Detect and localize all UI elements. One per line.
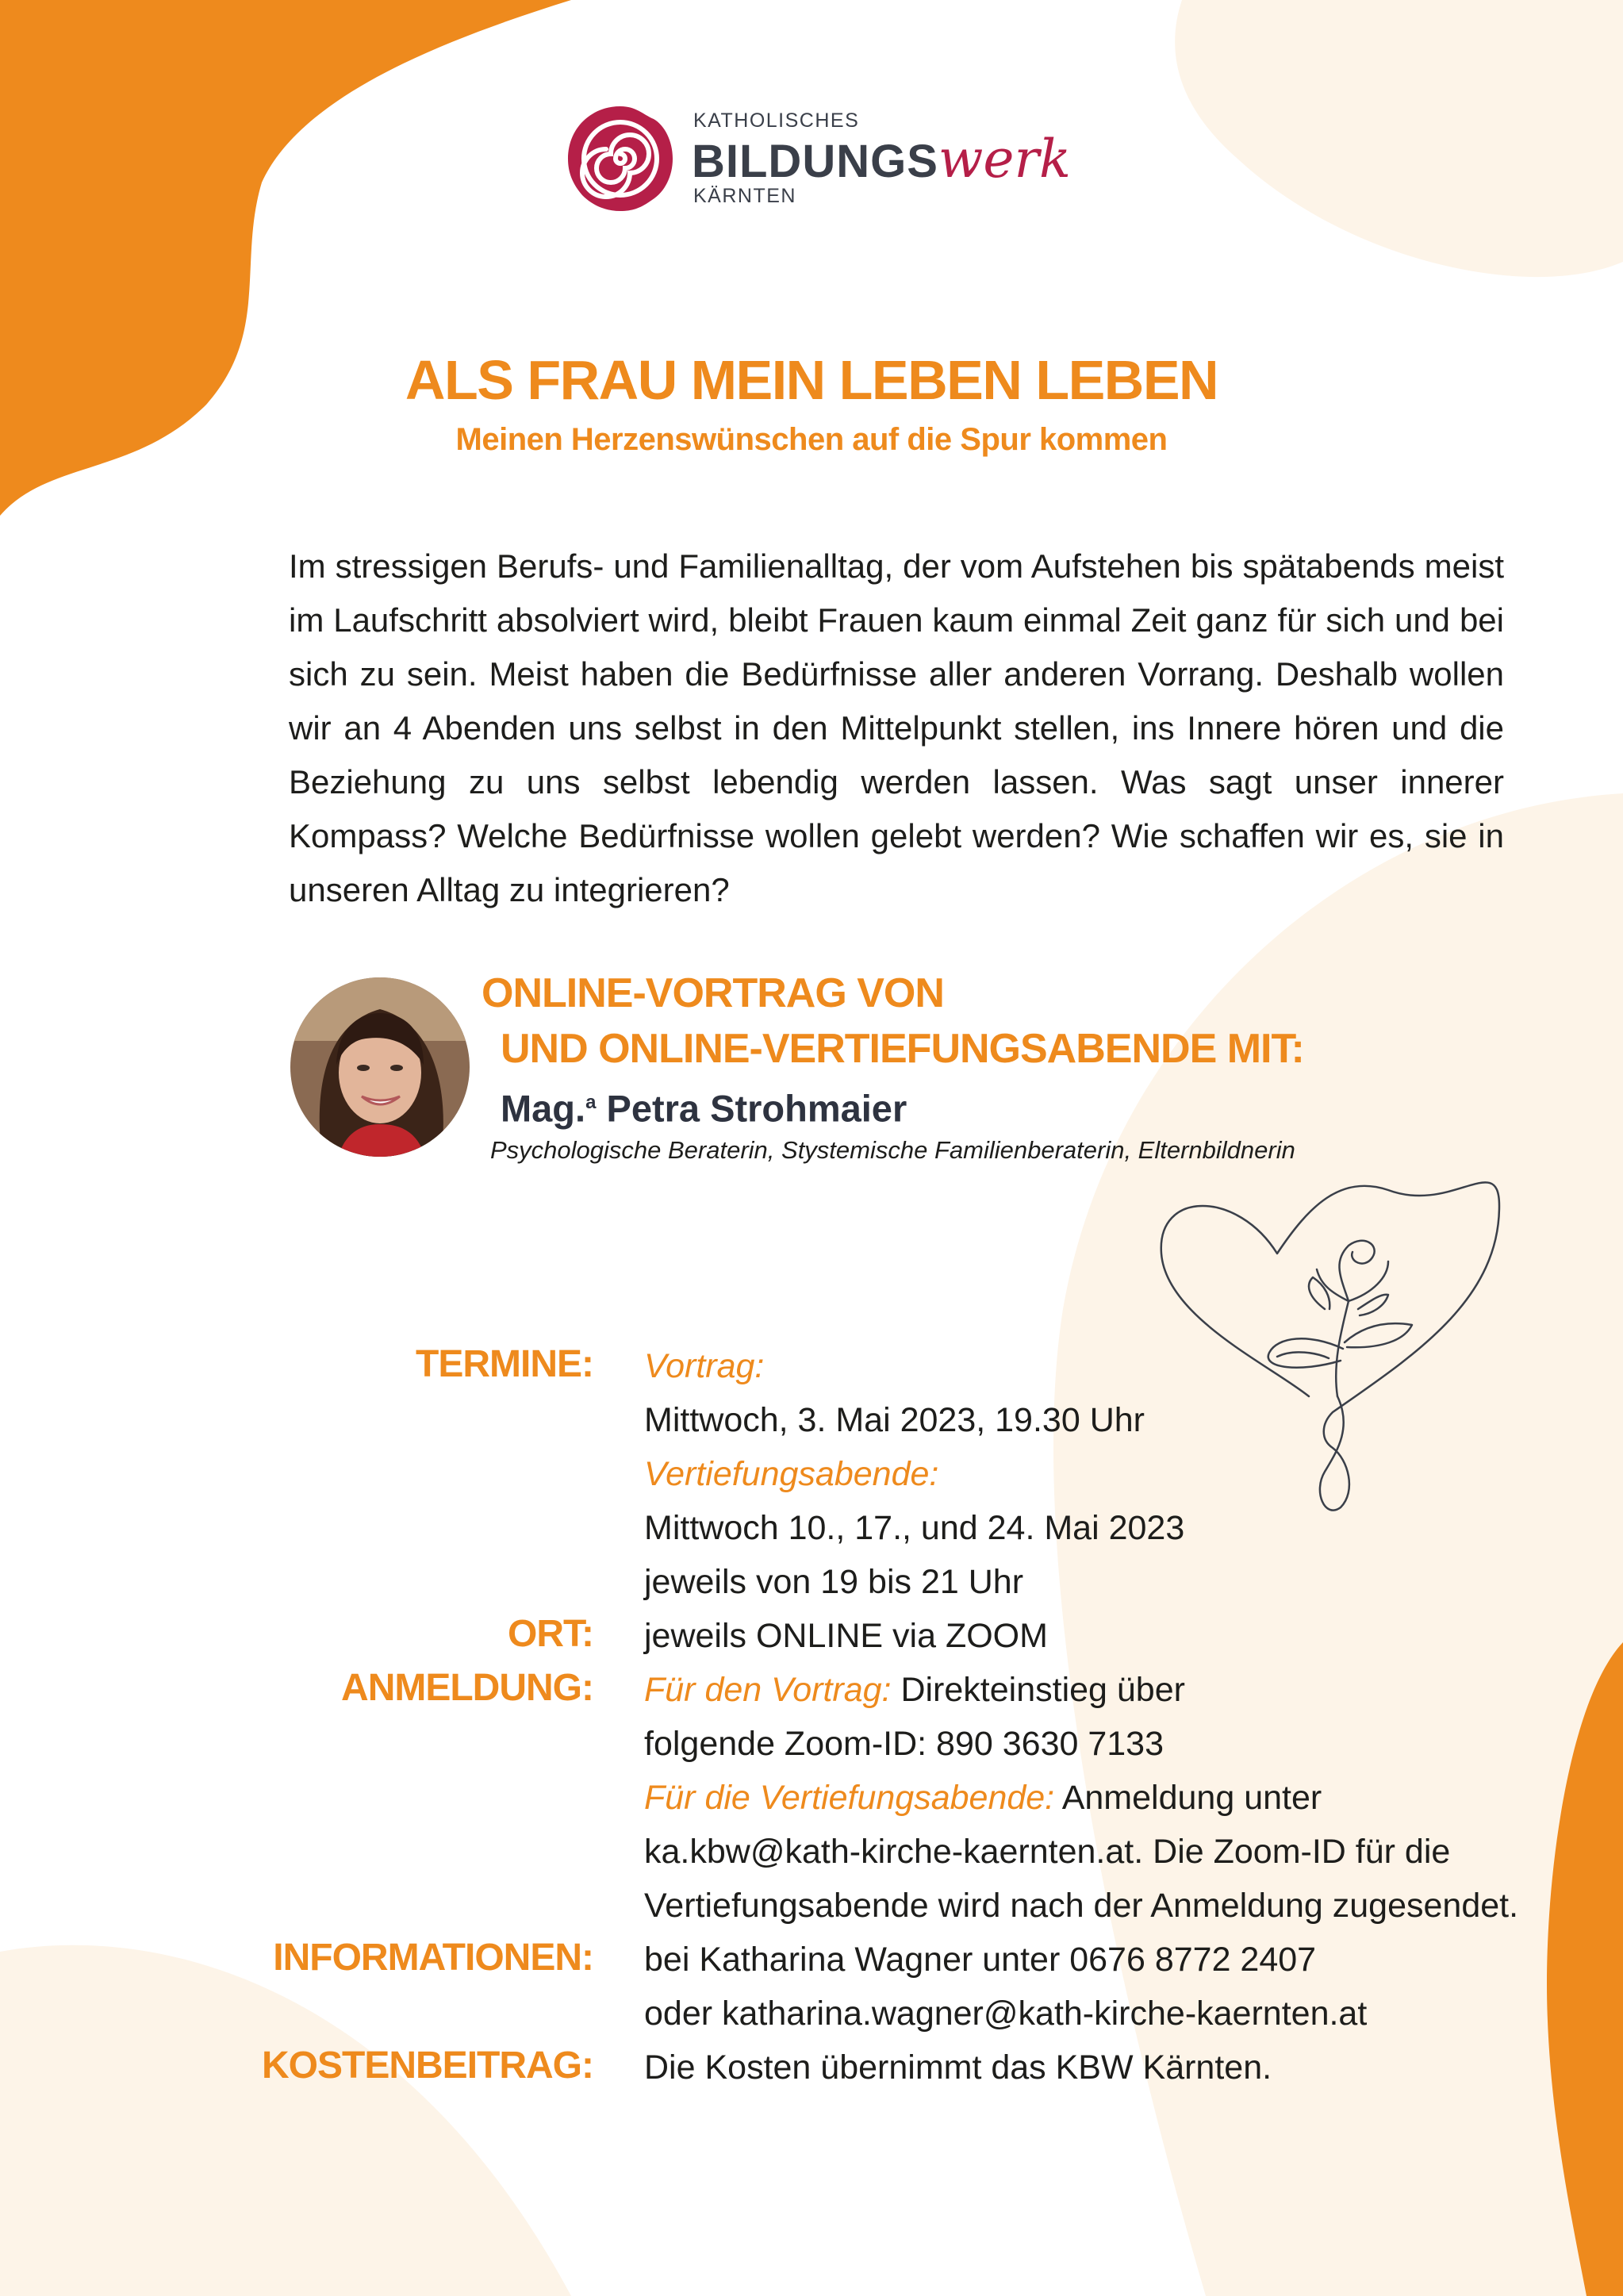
anmeldung-vortrag [644,1663,1185,1717]
label-anmeldung: ANMELDUNG: [341,1667,593,1709]
anmeldung-vertiefung [644,1771,1322,1825]
speaker-name [501,1077,907,1135]
intro-paragraph: Im stressigen Berufs- und Familienalltag, der vom Aufstehen bis spätabends meist im Laufschritt absolviert wird, bleibt Frauen kaum einmal Zeit ganz für sich und bei sich zu sein. Meist haben die Bedürfnisse aller anderen Vorrang. Deshalb wollen wir an 4 Abenden uns selbst in den Mittelpunkt stellen, ins Innere hören und die Beziehung zu uns selbst lebendig werden lassen. Was sagt unser innerer Kompass? Welche Bedürfnisse wollen gelebt werden? Wie schaffen wir es, sie in unseren Alltag zu integrieren? [289,547,1504,908]
speaker-heading-line1: ONLINE-VORTRAG VON [482,970,944,1016]
speaker-photo-illustration [290,977,470,1157]
anm-vortrag-label: Für den Vortrag: [644,1671,892,1709]
info-phone: bei Katharina Wagner unter 0676 8772 2407 [644,1941,1317,1979]
anm-vertiefung-text: Anmeldung unter [1054,1779,1322,1817]
kosten-value: Die Kosten übernimmt das KBW Kärnten. [644,2048,1272,2087]
anm-vertiefung-label: Für die Vertiefungsabende: [644,1779,1055,1817]
logo-bildungs: BILDUNGS [692,136,938,187]
anmeldung-zoom-id: folgende Zoom-ID: 890 3630 7133 [644,1725,1164,1763]
speaker-name-sup: a [585,1092,597,1113]
logo-line-kaernten: KÄRNTEN [693,185,796,207]
anmeldung-note: Vertiefungsabende wird nach der Anmeldung zugesendet. [644,1887,1519,1925]
anmeldung-email: ka.kbw@kath-kirche-kaernten.at. Die Zoom-ID für die [644,1833,1451,1871]
logo-wordmark [692,129,1071,190]
vertiefung-label: Vertiefungsabende: [644,1455,939,1493]
info-email: oder katharina.wagner@kath-kirche-kaernten.at [644,1995,1368,2033]
vertiefung-dates: Mittwoch 10., 17., und 24. Mai 2023 [644,1509,1185,1547]
anm-vortrag-text: Direkteinstieg über [891,1671,1185,1709]
speaker-name-prefix: Mag. [501,1087,586,1130]
spiral-logo-icon [565,103,676,214]
logo-werk: werk [938,129,1071,190]
speaker-roles: Psychologische Beraterin, Stystemische Familienberaterin, Elternbildnerin [490,1136,1295,1164]
speaker-name-main: Petra Strohmaier [596,1087,907,1130]
vortrag-date: Mittwoch, 3. Mai 2023, 19.30 Uhr [644,1401,1145,1439]
label-kostenbeitrag: KOSTENBEITRAG: [262,2045,593,2087]
ort-value: jeweils ONLINE via ZOOM [644,1617,1048,1655]
logo [565,103,1072,214]
vortrag-label: Vortrag: [644,1347,765,1385]
speaker-heading-line2: UND ONLINE-VERTIEFUNGSABENDE MIT: [501,1026,1304,1072]
speaker-photo [290,977,470,1157]
label-termine: TERMINE: [416,1343,593,1385]
vertiefung-time: jeweils von 19 bis 21 Uhr [644,1563,1024,1601]
heart-flower-icon [1150,1158,1512,1523]
label-informationen: INFORMATIONEN: [273,1937,593,1979]
logo-line-katholisches: KATHOLISCHES [693,109,860,132]
page-title: ALS FRAU MEIN LEBEN LEBEN [405,349,1218,411]
label-ort: ORT: [508,1613,593,1655]
page-subtitle: Meinen Herzenswünschen auf die Spur kommen [455,422,1168,457]
